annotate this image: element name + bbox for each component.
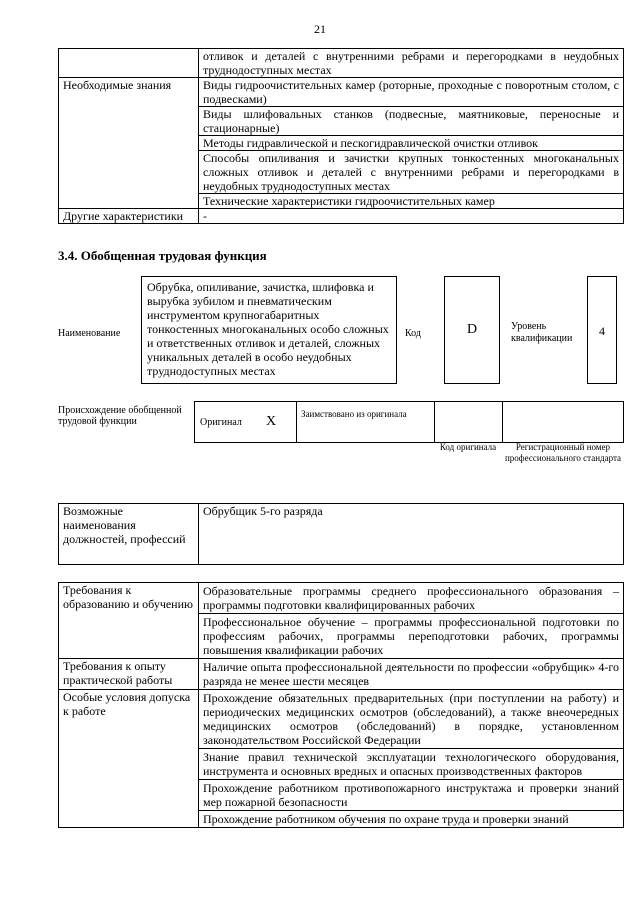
- possible-names-table: [58, 503, 624, 565]
- original-label: Оригинал: [200, 417, 242, 428]
- other-value: -: [199, 209, 624, 224]
- table-row: [59, 690, 624, 749]
- education-label: Требования к образованию и обучению: [59, 583, 199, 659]
- section-title: 3.4. Обобщенная трудовая функция: [58, 248, 267, 263]
- original-mark: X: [266, 414, 277, 429]
- function-name-box: Обрубка, опиливание, зачистка, шлифовка и вырубка зубилом и пневматическим инструментом крупногабаритных тонкостенных многоканальных особо сложных и ответственных отливок и деталей, сложных уникальных деталей в особо неудобных труднодоступных местах: [141, 276, 397, 384]
- requirement-item: Прохождение работником обучения по охране труда и проверки знаний: [199, 811, 624, 828]
- table-row: [59, 78, 624, 107]
- borrowed-label: Заимствовано из оригинала: [301, 409, 407, 419]
- possible-names-value: Обрубщик 5-го разряда: [199, 504, 624, 565]
- knowledge-label: Необходимые знания: [59, 78, 199, 209]
- skills-knowledge-table: [58, 48, 624, 224]
- origin-row: [194, 401, 624, 443]
- requirement-item: Прохождение работником противопожарного инструктажа и проверки знаний мер пожарной безопасности: [199, 780, 624, 811]
- experience-label: Требования к опыту практической работы: [59, 659, 199, 690]
- knowledge-item: Методы гидравлической и пескогидравлической очистки отливок: [199, 136, 624, 151]
- page-number: 21: [314, 22, 326, 36]
- name-label: Наименование: [58, 328, 121, 339]
- continued-text: отливок и деталей с внутренними ребрами и перегородками в неудобных труднодоступных местах: [199, 49, 624, 78]
- requirement-item: Прохождение обязательных предварительных (при поступлении на работу) и периодических медицинских осмотров (обследований), а также внеочередных медицинских осмотров (обследований) в порядке, установленном законодательством Российской Федерации: [199, 690, 624, 749]
- original-cell: [195, 402, 297, 442]
- table-row: [59, 583, 624, 614]
- reg-caption: Регистрационный номер профессионального стандарта: [504, 442, 622, 463]
- borrowed-cell: [297, 402, 435, 442]
- reg-number-cell: [503, 402, 625, 442]
- level-label: Уровень квалификации: [511, 321, 573, 344]
- other-label: Другие характеристики: [59, 209, 199, 224]
- possible-names-label: Возможные наименования должностей, профессий: [59, 504, 199, 565]
- admission-label: Особые условия допуска к работе: [59, 690, 199, 828]
- code-caption: Код оригинала: [439, 442, 497, 452]
- requirements-table: [58, 582, 624, 828]
- origin-label: Происхождение обобщенной трудовой функции: [58, 405, 182, 427]
- knowledge-item: Способы опиливания и зачистки крупных тонкостенных многоканальных сложных отливок и деталей с внутренними ребрами и перегородками в неудобных труднодоступных местах: [199, 151, 624, 194]
- requirement-item: Наличие опыта профессиональной деятельности по профессии «обрубщик» 4-го разряда не менее шести месяцев: [199, 659, 624, 690]
- level-box: [587, 276, 617, 384]
- table-row: [59, 49, 624, 78]
- empty-label-cell: [59, 49, 199, 78]
- original-code-cell: [435, 402, 503, 442]
- table-row: [59, 209, 624, 224]
- code-box: [444, 276, 500, 384]
- knowledge-item: Технические характеристики гидроочистительных камер: [199, 194, 624, 209]
- level-value: 4: [599, 324, 605, 338]
- requirement-item: Знание правил технической эксплуатации технологического оборудования, инструмента и основных вредных и опасных производственных факторов: [199, 749, 624, 780]
- knowledge-item: Виды шлифовальных станков (подвесные, маятниковые, переносные и стационарные): [199, 107, 624, 136]
- code-label: Код: [405, 328, 421, 339]
- code-value: D: [466, 322, 478, 337]
- table-row: [59, 659, 624, 690]
- requirement-item: Профессиональное обучение – программы профессиональной подготовки по профессиям рабочих, программы переподготовки рабочих, программы повышения квалификации рабочих: [199, 614, 624, 659]
- requirement-item: Образовательные программы среднего профессионального образования – программы подготовки квалифицированных рабочих: [199, 583, 624, 614]
- knowledge-item: Виды гидроочистительных камер (роторные, проходные с поворотным столом, с подвесками): [199, 78, 624, 107]
- table-row: [59, 504, 624, 565]
